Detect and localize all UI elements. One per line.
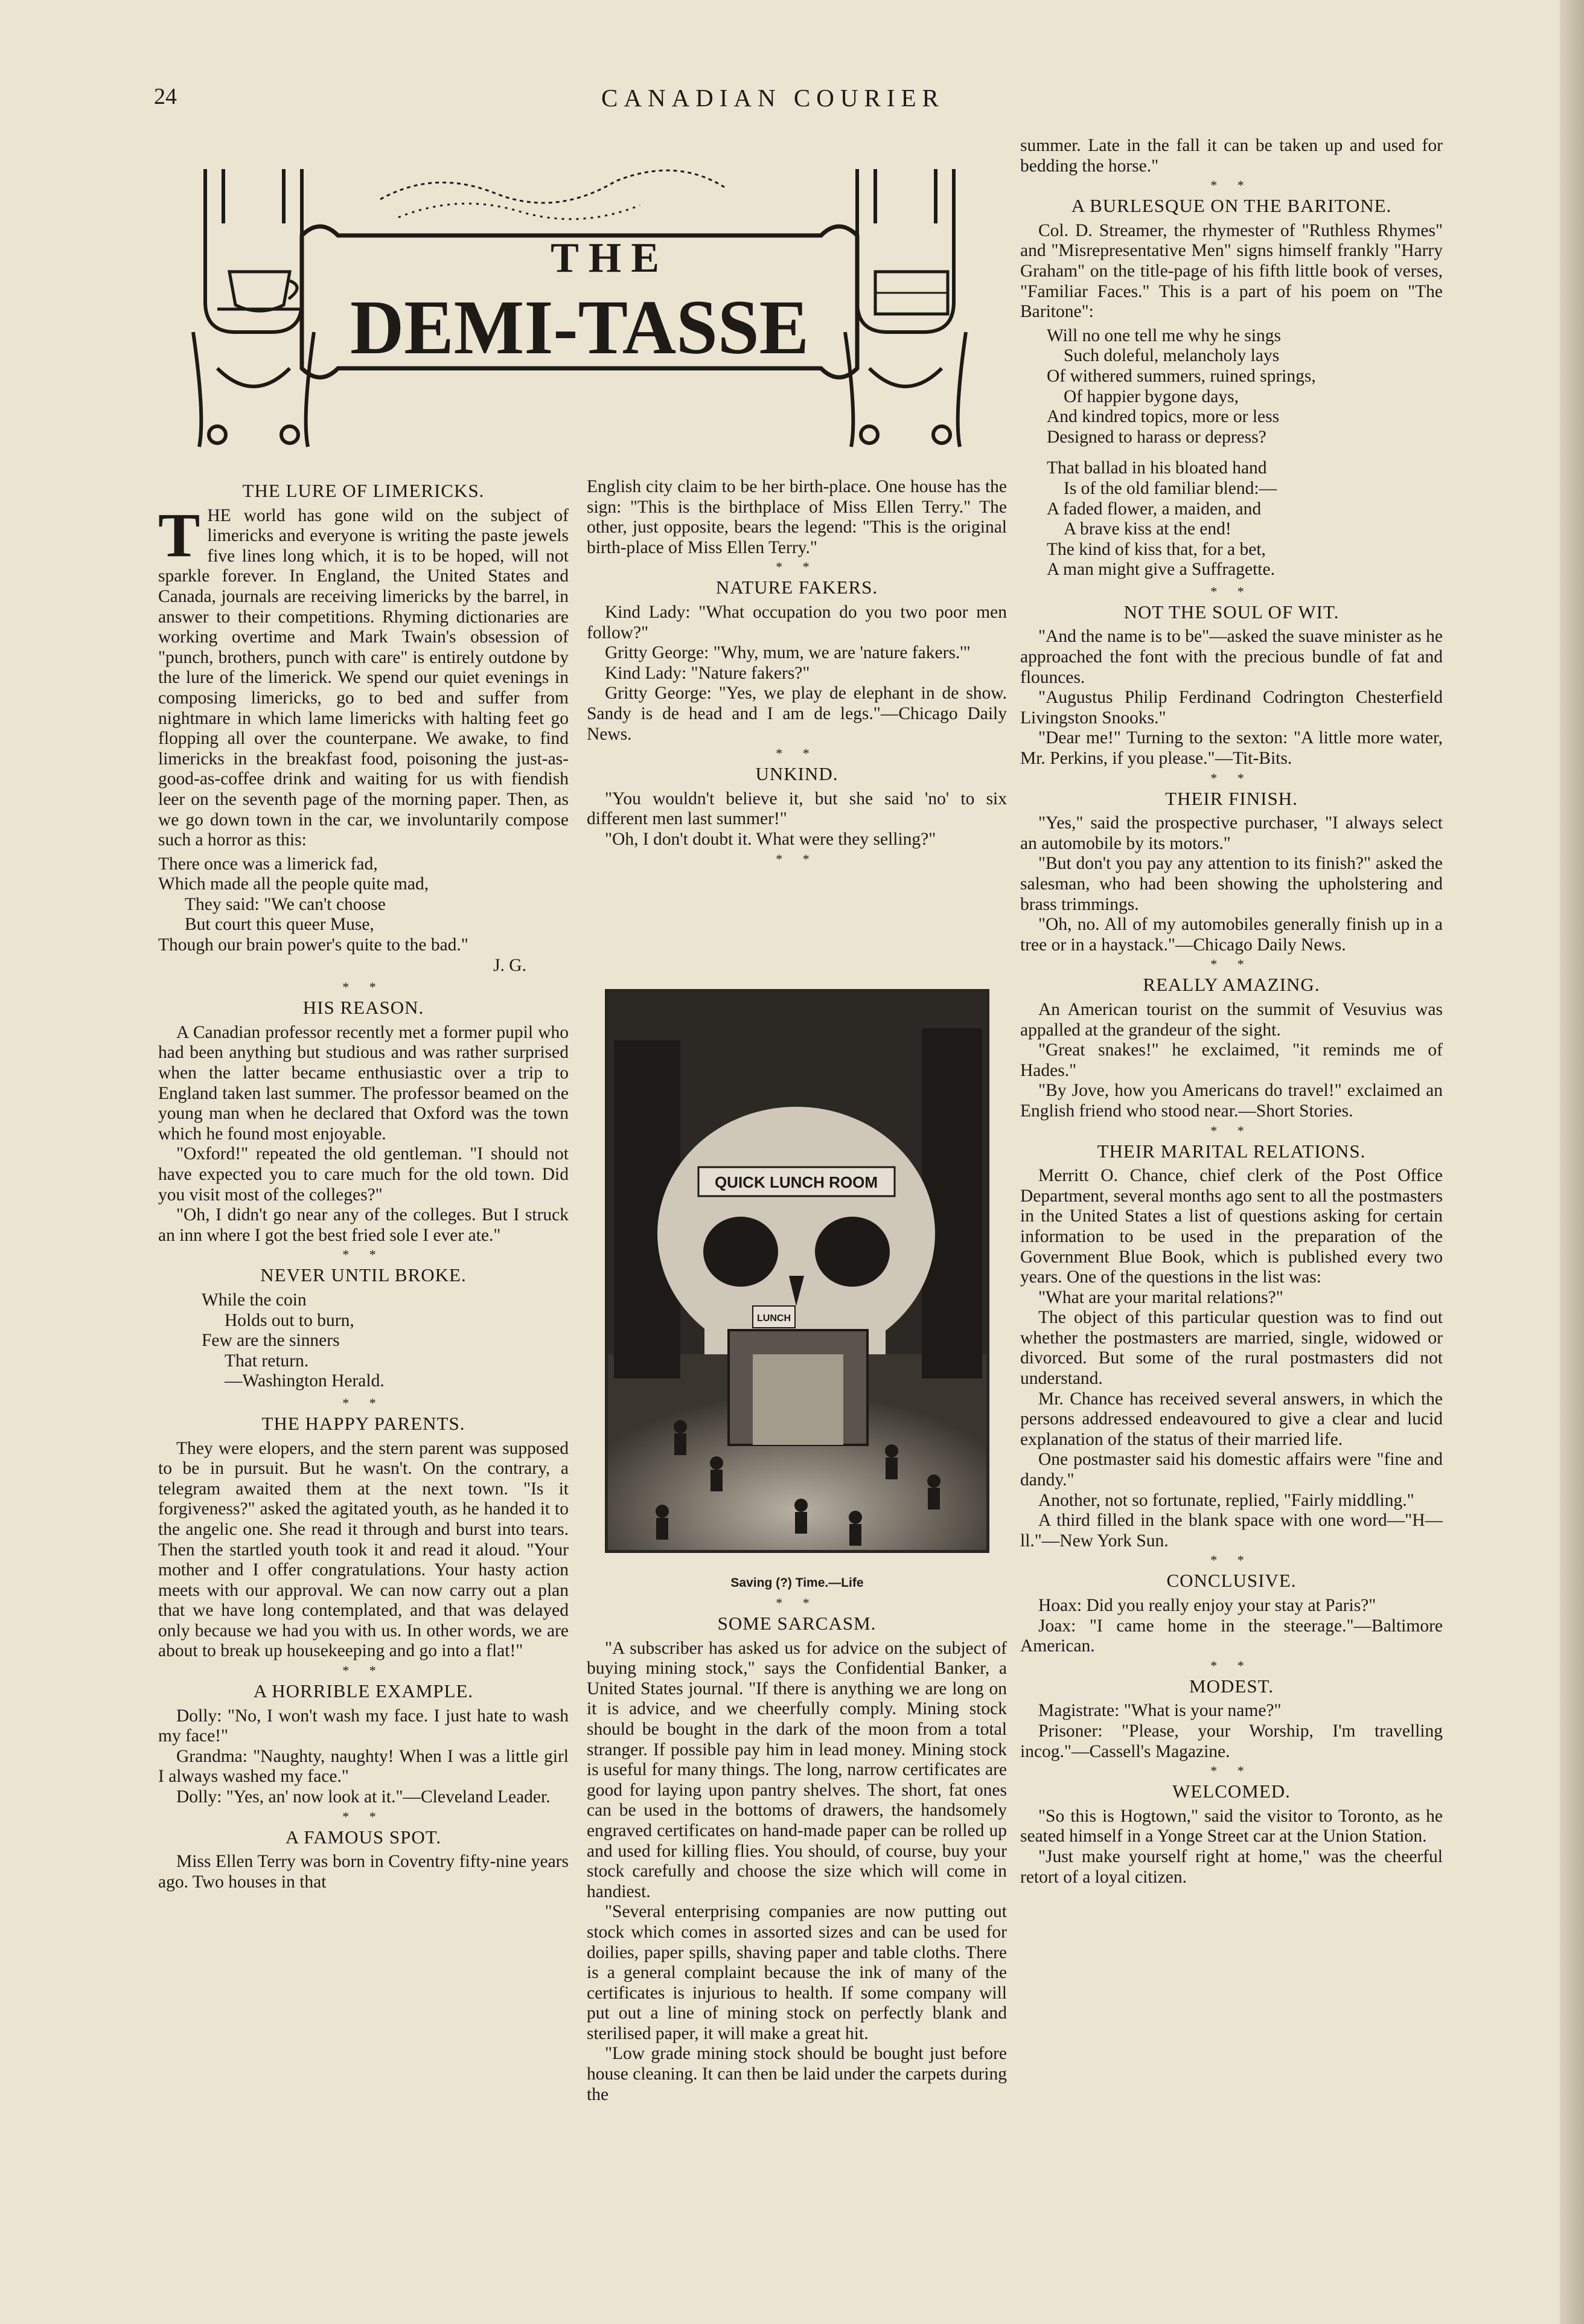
banner-demitasse: DEMI-TASSE <box>350 284 809 370</box>
heading-not-soul-of-wit: NOT THE SOUL OF WIT. <box>1123 601 1340 623</box>
heading-happy-parents: THE HAPPY PARENTS. <box>261 1412 465 1434</box>
column-3: summer. Late in the fall it can be taken up and used for bedding the horse." * * A BURLESQUE ON THE BARITONE. Col. D. Streamer, the rhymester of "Ruthless Rhymes" and "Misrepresentative Men" signs himself frankly "Harry Graham" on the title-page of his fifth little book of verses, "Familiar Faces." This is a part of his poem on "The Baritone": Will no one tell me why he sings Such doleful, melancholy lays Of withered summers, ruined springs, Of happier bygone days, And kindred topics, more or less Designed to harass or depress? That ballad in his bloated hand Is of the old familiar blend:— A faded flower, a maiden, and A brave kiss at the end! The kind of kiss that, for a bet, A man might give a Suffragette. * * NOT THE SOUL OF WIT. "And the name is to be"—asked the suave minister as he approached the font with the precious bundle of fat and flounces. "Augustus Philip Ferdinand Codrington Chesterfield Livingston Snooks." "Dear me!" Turning to the sexton: "A little more water, Mr. Perkins, if you please."—Tit-Bits. * * THEIR FINISH. "Yes," said the prospective purchaser, "I always select an automobile by its motors." "But don't you pay any attention to its finish?" asked the salesman, who had been showing the upholstering and brass trimmings. "Oh, no. All of my automobiles generally finish up in a tree or in a haystack."—Chicago Daily News. * * REALLY AMAZING. An American tourist on the summit of Vesuvius was appalled at the grandeur of the sight. "Great snakes!" he exclaimed, "it reminds me of Hades." "By Jove, how you Americans do travel!" exclaimed an English friend who stood near.—Short Stories. * * THEIR MARITAL RELATIONS. Merritt O. Chance, chief clerk of the Post Office Department, several months ago sent to all the postmasters in the United States a list of questions asking for certain information to be used in the preparation of the Government Blue Book, which is published every two years. One of the questions in the list was: "What are your marital relations?" The object of this particular question was to find out whether the postmasters are married, single, widowed or divorced. But some of the rural postmasters did not understand. Mr. Chance has received several answers, in which the persons addressed endeavoured to give a clear and lucid explanation of the status of their married life. One postmaster said his domestic affairs were "fine and dandy." Another, not so fortunate, replied, "Fairly middling." A third filled in the blank space with one word—"H—ll."—New York Sun. * * CONCLUSIVE. Hoax: Did you really enjoy your stay at Paris?" Joax: "I came home in the steerage."—Baltimore American. * * MODEST. Magistrate: "What is your name?" Prisoner: "Please, your Worship, I'm travelling incog."—Cassell's Magazine. * * WELCOMED. "So this is Hogtown," said the visitor to Toronto, as he seated himself in a Yonge Street car at the Union Station. "Just make yourself right at home," was the cheerful retort of a loyal citizen. <box>1020 136 1443 1887</box>
limerick-signature: J. G. <box>493 955 526 975</box>
page-number: 24 <box>154 84 177 109</box>
quick-lunch-illustration <box>605 989 989 1553</box>
column-1: THE LURE OF LIMERICKS. THE world has gone wild on the subject of limericks and everyone is writing the paste jewels five lines long which, it is to be hoped, will not sparkle forever. In England, the United States and Canada, journals are receiving limericks by the barrel, in answer to their competitions. Rhyming dictionaries are working overtime and Mark Twain's obsession of "punch, brothers, punch with care" is entirely outdone by the lure of the limerick. We spend our quiet evenings in composing limericks, go to bed and suffer from nightmare in which lame limericks with halting feet go flopping all over the counterpane. We awake, to find limericks in the breakfast food, poisoning the just-as-good-as-coffee drink and waiting for us with fiendish leer on the seventh page of the morning paper. Then, as we go down town in the car, we involuntarily compose such a horror as this: There once was a limerick fad, Which made all the people quite mad, They said: "We can't choose But court this queer Muse, Though our brain power's quite to the bad." J. G. * * HIS REASON. A Canadian professor recently met a former pupil who had been anything but studious and was rather surprised when the latter became enthusiastic over a trip to England taken last summer. The professor beamed on the young man when he declared that Oxford was the town which he found most enjoyable. "Oxford!" repeated the old gentleman. "I should not have expected you to care much for the old town. Did you visit most of the colleges?" "Oh, I didn't go near any of the colleges. But I struck an inn where I got the best fried sole I ever ate." * * NEVER UNTIL BROKE. While the coin Holds out to burn, Few are the sinners That return. —Washington Herald. * * THE HAPPY PARENTS. They were elopers, and the stern parent was supposed to be in pursuit. But he wasn't. On the contrary, a telegram awaited them at the next town. "Is it forgiveness?" asked the agitated youth, as he handed it to the angelic one. She read it through and burst into tears. Then the startled youth took it and read it aloud. "Your mother and I offer congratulations. Your hasty action meets with our approval. We can now carry out a plan that we have long contemplated, and that was delayed only because we had you with us. In other words, we are about to break up housekeeping and go into a flat!" * * A HORRIBLE EXAMPLE. Dolly: "No, I won't wash my face. I just hate to wash my face!" Grandma: "Naughty, naughty! When I was a little girl I always washed my face." Dolly: "Yes, an' now look at it."—Cleveland Leader. * * A FAMOUS SPOT. Miss Ellen Terry was born in Coventry fifty-nine years ago. Two houses in that <box>158 480 569 1892</box>
section-separator: * * <box>776 559 818 575</box>
heading-unkind: UNKIND. <box>755 763 838 785</box>
section-separator: * * <box>342 1663 385 1679</box>
banner-the: THE <box>551 235 669 281</box>
demi-tasse-banner <box>181 151 978 459</box>
column-2-lower: * * SOME SARCASM. "A subscriber has asked us for advice on the subject of buying mining stock," says the Confidential Banker, a United States journal. "If there is anything we are long on it is advice, and we cheerfully comply. Mining stock should be bought in the dark of the moon from a total stranger. If possible pay him in lead money. Mining stock is useful for many things. The long, narrow certificates are good for laying upon pantry shelves. The short, fat ones can be used in the bottoms of drawers, the handsomely engraved certificates on hand-made paper can be rolled up and used for killing flies. You should, of course, buy your stock carefully and choose the size which will come in handiest. "Several enterprising companies are now putting out stock which comes in assorted sizes and can be used for doilies, paper spills, shaving paper and table cloths. There is a general complaint because the ink of many of the certificates is injurious to health. If some company will put out a line of mining stock on perfectly blank and sterilised paper, it will make a great hit. "Low grade mining stock should be bought just before house cleaning. It can then be laid under the carpets during the <box>587 1595 1007 2104</box>
heading-conclusive: CONCLUSIVE. <box>1166 1570 1297 1592</box>
section-separator: * * <box>1210 1657 1253 1673</box>
section-separator: * * <box>776 1595 818 1610</box>
heading-really-amazing: REALLY AMAZING. <box>1143 974 1320 996</box>
section-separator: * * <box>1210 1122 1253 1138</box>
section-separator: * * <box>1210 583 1253 599</box>
heading-marital-relations: THEIR MARITAL RELATIONS. <box>1097 1140 1366 1162</box>
section-separator: * * <box>342 1808 385 1824</box>
section-separator: * * <box>1210 770 1253 786</box>
heading-famous-spot: A FAMOUS SPOT. <box>285 1826 442 1848</box>
heading-never-until-broke: NEVER UNTIL BROKE. <box>260 1264 467 1286</box>
heading-some-sarcasm: SOME SARCASM. <box>717 1613 877 1634</box>
heading-welcomed: WELCOMED. <box>1172 1781 1291 1802</box>
section-separator: * * <box>776 851 818 866</box>
section-separator: * * <box>1210 956 1253 972</box>
section-separator: * * <box>342 979 385 995</box>
running-header <box>0 83 1584 120</box>
limericks-paragraph: THE world has gone wild on the subject of limericks and everyone is writing the paste jewels five lines long which, it is to be hoped, will not sparkle forever. In England, the United States and Canada, journals are receiving limericks by the barrel, in answer to their competitions. Rhyming dictionaries are working overtime and Mark Twain's obsession of "punch, brothers, punch with care" is entirely outdone by the lure of the limerick. We spend our quiet evenings in composing limericks, go to bed and suffer from nightmare in which lame limericks with halting feet go flopping all over the counterpane. We awake, to find limericks in the breakfast food, poisoning the just-as-good-as-coffee drink and waiting for us with fiendish leer on the seventh page of the morning paper. Then, as we go down town in the car, we involuntarily compose such a horror as this: <box>158 500 569 850</box>
column-2: English city claim to be her birth-place. One house has the sign: "This is the birthplace of Miss Ellen Terry." The other, just opposite, bears the legend: "This is the original birth-place of Miss Ellen Terry." * * NATURE FAKERS. Kind Lady: "What occupation do you two poor men follow?" Gritty George: "Why, mum, we are 'nature fakers.'" Kind Lady: "Nature fakers?" Gritty George: "Yes, we play de elephant in de show. Sandy is de head and I am de legs."—Chicago Daily News. * * UNKIND. "You wouldn't believe it, but she said 'no' to six different men last summer!" "Oh, I don't doubt it. What were they selling?" * * <box>587 477 1007 866</box>
section-separator: * * <box>1210 178 1253 193</box>
poem-never-until-broke: While the coin Holds out to burn, Few are the sinners That return. —Washington Herald. <box>202 1290 385 1391</box>
heading-lure-of-limericks: THE LURE OF LIMERICKS. <box>242 480 485 501</box>
heading-nature-fakers: NATURE FAKERS. <box>715 577 878 598</box>
section-separator: * * <box>1210 1763 1253 1779</box>
heading-his-reason: HIS REASON. <box>302 997 424 1019</box>
section-separator: * * <box>1210 1552 1253 1568</box>
heading-modest: MODEST. <box>1189 1675 1274 1697</box>
sign-quick-lunch: QUICK LUNCH ROOM <box>714 1173 878 1191</box>
section-separator: * * <box>776 746 818 761</box>
poem-baritone: Will no one tell me why he sings Such doleful, melancholy lays Of withered summers, ruined springs, Of happier bygone days, And kindred topics, more or less Designed to harass or depress? That ballad in his bloated hand Is of the old familiar blend:— A faded flower, a maiden, and A brave kiss at the end! The kind of kiss that, for a bet, A man might give a Suffragette. <box>1047 325 1316 580</box>
section-separator: * * <box>342 1247 385 1263</box>
drop-cap: T <box>158 500 200 570</box>
section-separator: * * <box>342 1395 385 1410</box>
heading-horrible-example: A HORRIBLE EXAMPLE. <box>253 1680 474 1702</box>
page-binding-shadow <box>1560 0 1584 2324</box>
heading-their-finish: THEIR FINISH. <box>1165 787 1298 809</box>
heading-burlesque-baritone: A BURLESQUE ON THE BARITONE. <box>1071 195 1392 217</box>
door-sign: LUNCH <box>757 1313 791 1324</box>
publication-title: CANADIAN COURIER <box>601 84 945 112</box>
skull-cartoon-image <box>608 992 986 1550</box>
illustration-caption: Saving (?) Time.—Life <box>730 1576 864 1590</box>
limerick-verse: There once was a limerick fad, Which made all the people quite mad, They said: "We can't choose But court this queer Muse, Though our brain power's quite to the bad." J. G. <box>158 854 569 976</box>
